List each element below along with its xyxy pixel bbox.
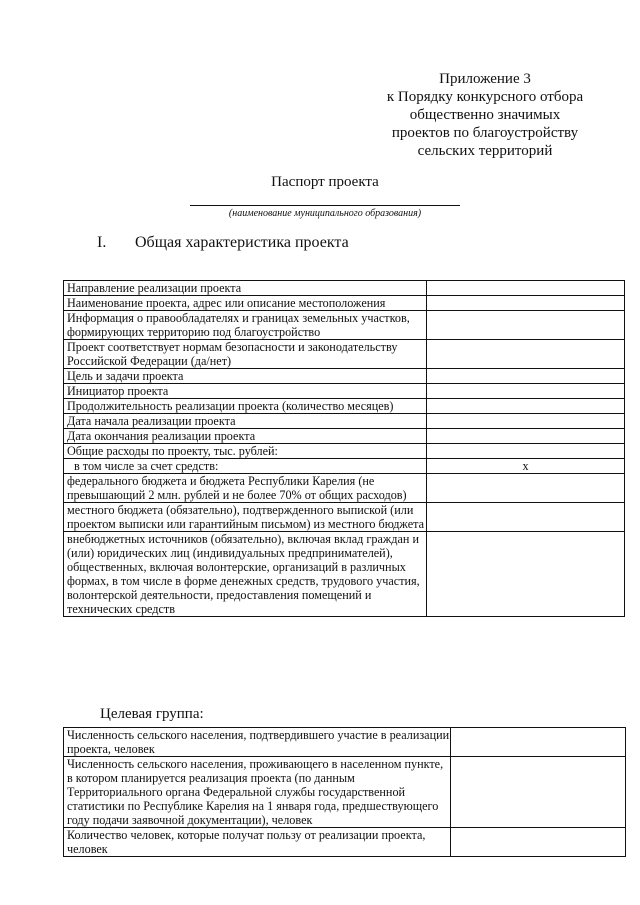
appendix-line: Приложение 3: [439, 71, 531, 87]
row-label: Проект соответствует нормам безопасности и законодательству Российской Федерации (да/нет): [64, 340, 427, 369]
row-label: Цель и задачи проекта: [64, 369, 427, 384]
row-value[interactable]: [427, 311, 625, 340]
table-row: [64, 503, 625, 532]
target-group-title: Целевая группа:: [100, 706, 204, 722]
row-value[interactable]: [427, 340, 625, 369]
table-row: [64, 369, 625, 384]
row-label: Наименование проекта, адрес или описание местоположения: [64, 296, 427, 311]
row-label: Дата окончания реализации проекта: [64, 429, 427, 444]
appendix-line: к Порядку конкурсного отбора: [386, 89, 584, 105]
row-label: Направление реализации проекта: [64, 281, 427, 296]
table-row: [64, 414, 625, 429]
row-label: Численность сельского населения, подтвердившего участие в реализации проекта, человек: [64, 728, 451, 757]
row-value[interactable]: [427, 474, 625, 503]
row-value[interactable]: [427, 384, 625, 399]
row-value[interactable]: [427, 399, 625, 414]
row-value[interactable]: [427, 429, 625, 444]
section-title: Общая характеристика проекта: [135, 234, 349, 251]
appendix-line: проектов по благоустройству: [391, 125, 579, 141]
row-value[interactable]: [427, 444, 625, 459]
table-row: [64, 311, 625, 340]
municipality-caption: (наименование муниципального образования): [228, 208, 422, 219]
table-row: [64, 281, 625, 296]
row-value[interactable]: [427, 369, 625, 384]
row-label: Количество человек, которые получат пользу от реализации проекта, человек: [64, 828, 451, 857]
row-label: местного бюджета (обязательно), подтвержденного выпиской (или проектом выписки или гарантийным письмом) из местного бюджета: [64, 503, 427, 532]
row-label: в том числе за счет средств:: [64, 459, 427, 474]
appendix-header: [350, 70, 620, 160]
row-value[interactable]: [427, 503, 625, 532]
row-label: Дата начала реализации проекта: [64, 414, 427, 429]
section-number: I.: [97, 234, 107, 251]
row-value[interactable]: [451, 728, 626, 757]
row-label: Общие расходы по проекту, тыс. рублей:: [64, 444, 427, 459]
row-value[interactable]: [451, 828, 626, 857]
table-row: [64, 444, 625, 459]
row-value[interactable]: [451, 757, 626, 828]
table-row: [64, 532, 625, 617]
target-group-table: [63, 727, 626, 857]
row-label: Информация о правообладателях и границах земельных участков, формирующих территорию под благоустройство: [64, 311, 427, 340]
row-value[interactable]: [427, 296, 625, 311]
table-row: [64, 340, 625, 369]
row-label: внебюджетных источников (обязательно), включая вклад граждан и (или) юридических лиц (индивидуальных предпринимателей), общественных, включая волонтерские, организаций в различных формах, в том числе в форме денежных средств, трудового участия, волонтерской деятельности, предоставления помещений и технических средств: [64, 532, 427, 617]
table-row: [64, 384, 625, 399]
appendix-line: сельских территорий: [417, 143, 553, 159]
row-value[interactable]: [427, 414, 625, 429]
row-label: федерального бюджета и бюджета Республики Карелия (не превышающий 2 млн. рублей и не более 70% от общих расходов): [64, 474, 427, 503]
table-row: [64, 429, 625, 444]
row-value[interactable]: [427, 281, 625, 296]
row-value[interactable]: [427, 532, 625, 617]
table-row: [64, 399, 625, 414]
row-value: x: [427, 459, 625, 474]
table-row: [64, 474, 625, 503]
table-row: [64, 728, 626, 757]
table-row: [64, 757, 626, 828]
table-row: [64, 828, 626, 857]
row-label: Продолжительность реализации проекта (количество месяцев): [64, 399, 427, 414]
general-characteristics-table: [63, 280, 625, 617]
appendix-line: общественно значимых: [409, 107, 561, 123]
row-label: Численность сельского населения, проживающего в населенном пункте, в котором планируется реализация проекта (по данным Территориального органа Федеральной службы государственной статистики по Республике Карелия на 1 января года, предшествующего году подачи заявочной документации), человек: [64, 757, 451, 828]
municipality-fill-line: [190, 205, 460, 206]
passport-title: Паспорт проекта: [271, 174, 379, 190]
table-row: [64, 296, 625, 311]
row-label: Инициатор проекта: [64, 384, 427, 399]
table-row: [64, 459, 625, 474]
